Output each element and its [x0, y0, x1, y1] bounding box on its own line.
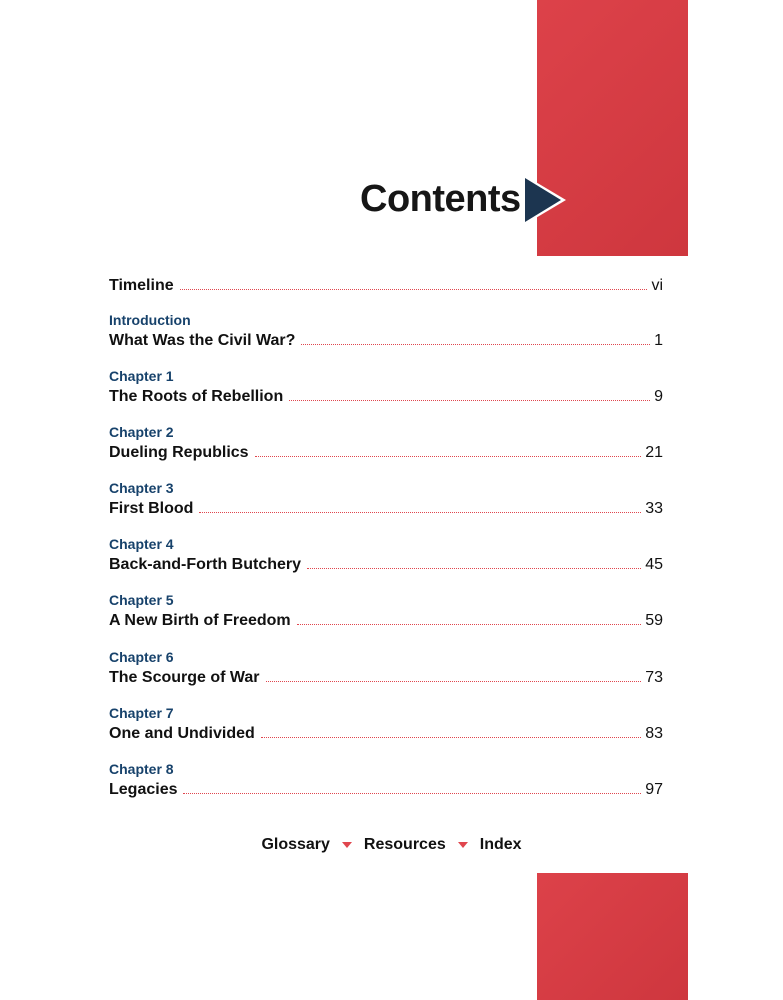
toc-section-label: Chapter 4	[109, 536, 174, 552]
glossary-link[interactable]: Glossary	[261, 836, 330, 853]
toc-page-number: 45	[645, 556, 663, 573]
toc-page-number: 33	[645, 500, 663, 517]
dot-leader	[261, 737, 641, 738]
toc-section-label: Chapter 8	[109, 761, 174, 777]
toc-page-number: 9	[654, 388, 663, 405]
toc-entry-title: Back-and-Forth Butchery	[109, 556, 302, 573]
toc-entry-chapter-7[interactable]	[109, 705, 663, 743]
toc-entry-chapter-6[interactable]	[109, 649, 663, 687]
toc-entry-title: Legacies	[109, 781, 178, 798]
dot-leader	[255, 456, 642, 457]
toc-entry-chapter-2[interactable]	[109, 424, 663, 462]
decorative-red-block-bottom	[537, 873, 688, 1000]
dot-leader	[289, 400, 650, 401]
triangle-down-icon	[458, 842, 468, 848]
resources-link[interactable]: Resources	[363, 836, 446, 853]
dot-leader	[297, 624, 642, 625]
toc-entry-chapter-8[interactable]	[109, 761, 663, 799]
toc-section-label: Chapter 2	[109, 424, 174, 440]
dot-leader	[307, 568, 641, 569]
page-title: Contents	[360, 178, 521, 220]
dot-leader	[180, 289, 648, 290]
toc-entry-introduction[interactable]	[109, 312, 663, 350]
toc-entry-title: A New Birth of Freedom	[109, 612, 291, 629]
toc-page-number: 73	[645, 669, 663, 686]
toc-page-number: 83	[645, 725, 663, 742]
toc-page-number: 21	[645, 444, 663, 461]
toc-page-number: 97	[645, 781, 663, 798]
triangle-down-icon	[342, 842, 352, 848]
arrow-right-icon	[522, 175, 566, 225]
toc-section-label: Chapter 3	[109, 480, 174, 496]
toc-entry-title: The Scourge of War	[109, 669, 260, 686]
toc-section-label: Chapter 5	[109, 592, 174, 608]
toc-page-number: 59	[645, 612, 663, 629]
dot-leader	[301, 344, 650, 345]
toc-entry-title: The Roots of Rebellion	[109, 388, 284, 405]
toc-entry-chapter-3[interactable]	[109, 480, 663, 518]
toc-page-number: vi	[651, 277, 663, 294]
toc-entry-chapter-5[interactable]	[109, 592, 663, 630]
toc-entry-title: One and Undivided	[109, 725, 255, 742]
dot-leader	[183, 793, 641, 794]
toc-section-label: Introduction	[109, 312, 191, 328]
toc-entry-chapter-4[interactable]	[109, 536, 663, 574]
toc-entry-title: First Blood	[109, 500, 194, 517]
toc-section-label: Chapter 1	[109, 368, 174, 384]
toc-section-label: Chapter 6	[109, 649, 174, 665]
toc-entry-chapter-1[interactable]	[109, 368, 663, 406]
dot-leader	[199, 512, 641, 513]
toc-section-label: Chapter 7	[109, 705, 174, 721]
toc-entry-title: Dueling Republics	[109, 444, 249, 461]
toc-page-number: 1	[654, 332, 663, 349]
back-matter-links	[0, 836, 783, 854]
dot-leader	[266, 681, 642, 682]
toc-entry-title: What Was the Civil War?	[109, 332, 296, 349]
toc-entry-title: Timeline	[109, 277, 174, 294]
index-link[interactable]: Index	[479, 836, 522, 853]
toc-entry-timeline[interactable]	[109, 273, 663, 295]
